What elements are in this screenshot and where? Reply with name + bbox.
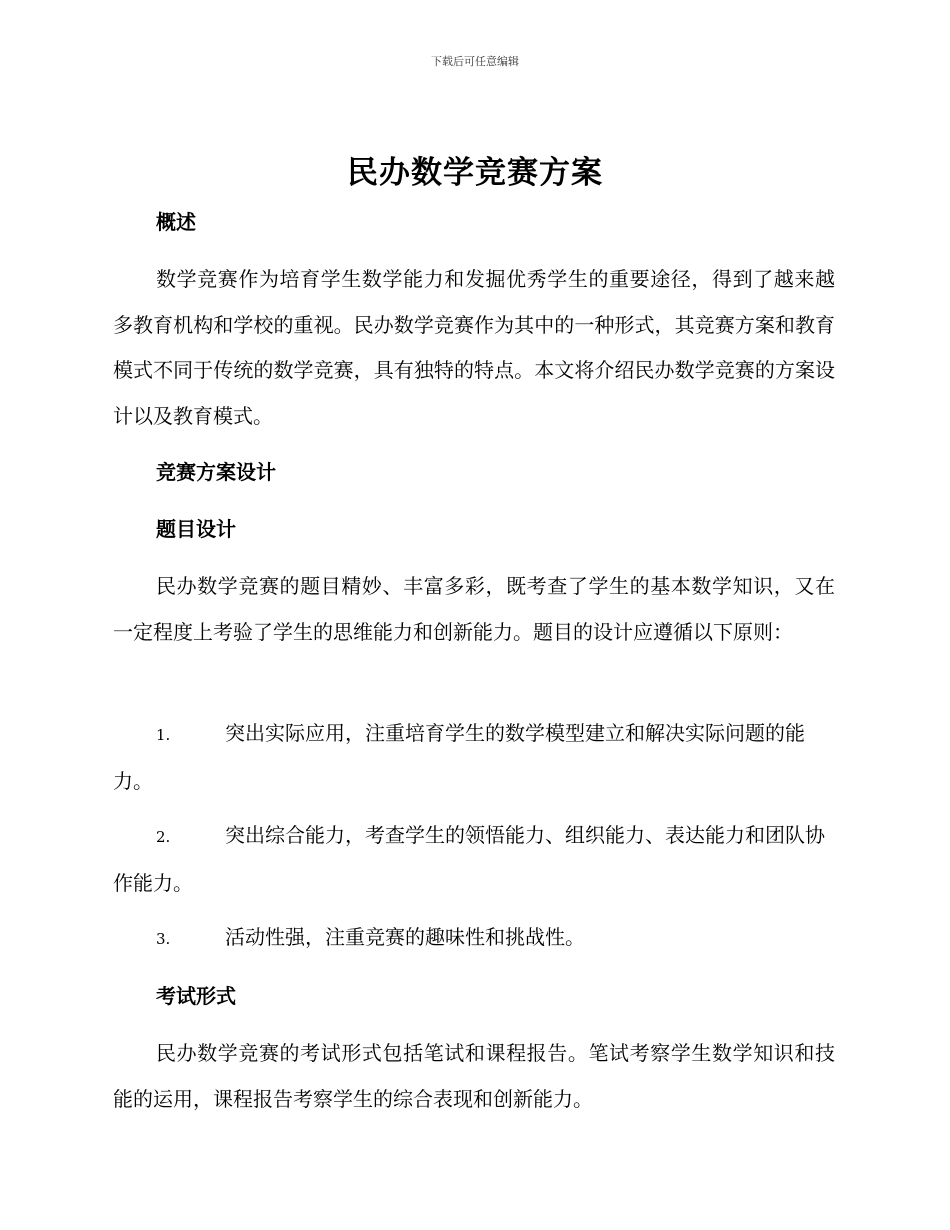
page-header-note: 下载后可任意编辑 [431, 55, 519, 68]
principle-text: 突出实际应用，注重培育学生的数学模型建立和解决实际问题的能力。 [113, 721, 805, 793]
paragraph-topic-design: 民办数学竞赛的题目精妙、丰富多彩，既考查了学生的基本数学知识，又在一定程度上考验了学生的思维能力和创新能力。题目的设计应遵循以下原则： [113, 574, 835, 644]
principle-number: 2. [156, 828, 171, 846]
principle-text: 活动性强，注重竞赛的趣味性和挑战性。 [225, 925, 585, 949]
principle-number: 3. [156, 930, 171, 948]
heading-exam-format: 考试形式 [156, 984, 236, 1008]
paragraph-exam-format: 民办数学竞赛的考试形式包括笔试和课程报告。笔试考察学生数学知识和技能的运用，课程报告考察学生的综合表现和创新能力。 [113, 1041, 835, 1111]
principle-number: 1. [156, 726, 171, 744]
heading-overview: 概述 [156, 210, 196, 234]
principle-list-item [113, 711, 835, 804]
principle-text: 突出综合能力，考查学生的领悟能力、组织能力、表达能力和团队协作能力。 [113, 823, 825, 895]
heading-topic-design: 题目设计 [156, 517, 236, 541]
paragraph-overview: 数学竞赛作为培育学生数学能力和发掘优秀学生的重要途径，得到了越来越多教育机构和学校的重视。民办数学竞赛作为其中的一种形式，其竞赛方案和教育模式不同于传统的数学竞赛，具有独特的特点。本文将介绍民办数学竞赛的方案设计以及教育模式。 [113, 267, 835, 428]
principle-list-item [113, 915, 835, 963]
document-title: 民办数学竞赛方案 [347, 155, 603, 191]
principle-list-item [113, 813, 835, 906]
heading-competition-design: 竞赛方案设计 [156, 460, 276, 484]
